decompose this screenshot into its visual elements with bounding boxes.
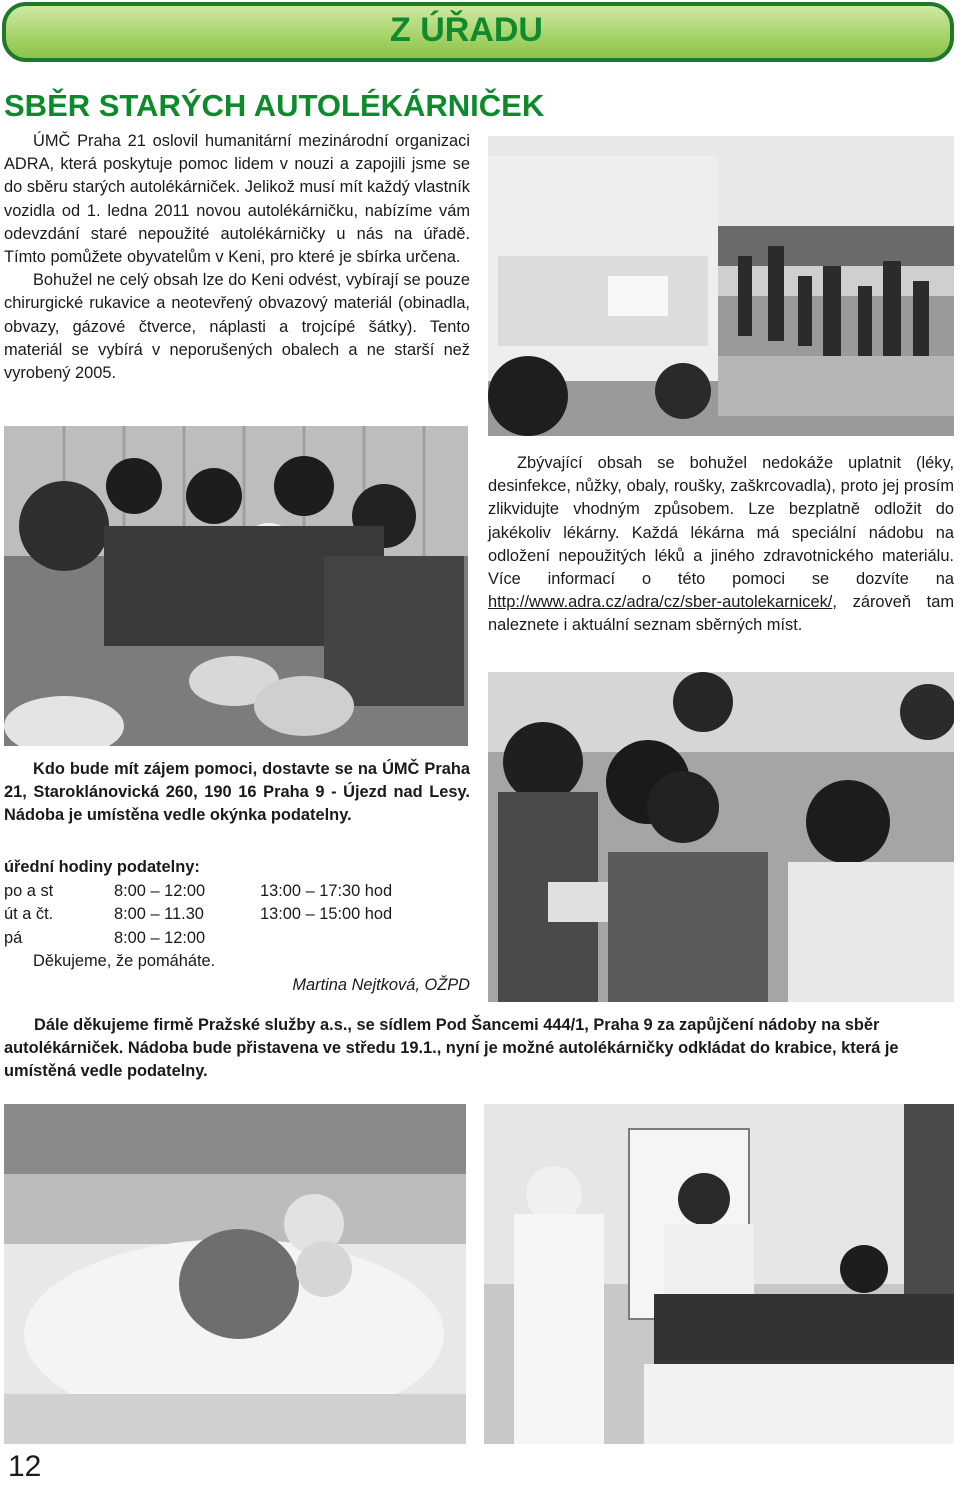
thanks-line: Děkujeme, že pomáháte. <box>33 952 216 971</box>
remaining-content-text-end: , zároveň tam naleznete i aktuální seznam sběrných míst. <box>488 593 954 635</box>
hours-row: út a čt. 8:00 – 11.30 13:00 – 15:00 hod <box>4 905 393 924</box>
page-number: 12 <box>8 1450 42 1483</box>
photo-baby-bed <box>4 1104 466 1444</box>
adra-link[interactable]: http://www.adra.cz/adra/cz/sber-autolekarnicek/ <box>488 593 833 612</box>
footer-thanks <box>4 1014 954 1084</box>
photo-children-group <box>488 672 954 1002</box>
article-title: SBĚR STARÝCH AUTOLÉKÁRNIČEK <box>4 88 545 123</box>
remaining-content-text: Zbývající obsah se bohužel nedokáže uplatnit (léky, desinfekce, nůžky, obaly, roušky, zaškrcovadla), proto jej prosím zlikvidujte vhodným způsobem. Lze bezplatně odložit do jakékoliv lékárny. Každá lékárna má speciální nádobu na odložení nepoužitých léků a jiného zdravotnického materiálu. Více informací o této pomoci se dozvíte na <box>488 454 954 589</box>
intro-paragraph-2: Bohužel ne celý obsah lze do Keni odvést, vybírají se pouze chirurgické rukavice a neotevřený obvazový materiál (obinadla, obvazy, gázové čtverce, náplasti a trojcípé šátky). Tento materiál se vybírá v neporušených obalech a ne starší než vyrobený 2005. <box>4 271 470 383</box>
office-hours-title: úřední hodiny podatelny: <box>4 858 200 876</box>
intro-paragraph-1: ÚMČ Praha 21 oslovil humanitární mezinárodní organizaci ADRA, která poskytuje pomoc lidem v nouzi a zapojili jsme se do sběru starých autolékárniček. Jelikož musí mít každý vlastník vozidla od 1. ledna 2011 novou autolékárničku, nabízíme vám odevzdání staré nepoužité autolékárničky u nás na úřadě. Tímto pomůžete obyvatelům v Keni, pro které je sbírka určena. <box>4 132 470 267</box>
contact-block <box>4 758 470 828</box>
photo-ambulance-children <box>488 136 954 436</box>
intro-text <box>4 130 470 385</box>
hours-row: po a st 8:00 – 12:00 13:00 – 17:30 hod <box>4 881 393 900</box>
section-heading: Z ÚŘADU <box>390 11 543 49</box>
hours-row: pá 8:00 – 12:00 <box>4 928 206 947</box>
office-hours <box>4 856 470 998</box>
right-column-text <box>488 452 954 638</box>
photo-women-sitting <box>4 426 468 746</box>
footer-thanks-text: Dále děkujeme firmě Pražské služby a.s., se sídlem Pod Šancemi 444/1, Praha 9 za zapůjčení nádoby na sběr autolékárniček. Nádoba bude přistavena ve středu 19.1., nyní je možné autolékárničky odkládat do krabice, která je umístěná vedle podatelny. <box>4 1016 899 1081</box>
signature: Martina Nejtková, OŽPD <box>292 975 470 994</box>
photo-medical-room <box>484 1104 954 1444</box>
contact-info: Kdo bude mít zájem pomoci, dostavte se na ÚMČ Praha 21, Staroklánovická 260, 190 16 Praha 9 - Újezd nad Lesy. Nádoba je umístěna vedle okýnka podatelny. <box>4 760 470 825</box>
